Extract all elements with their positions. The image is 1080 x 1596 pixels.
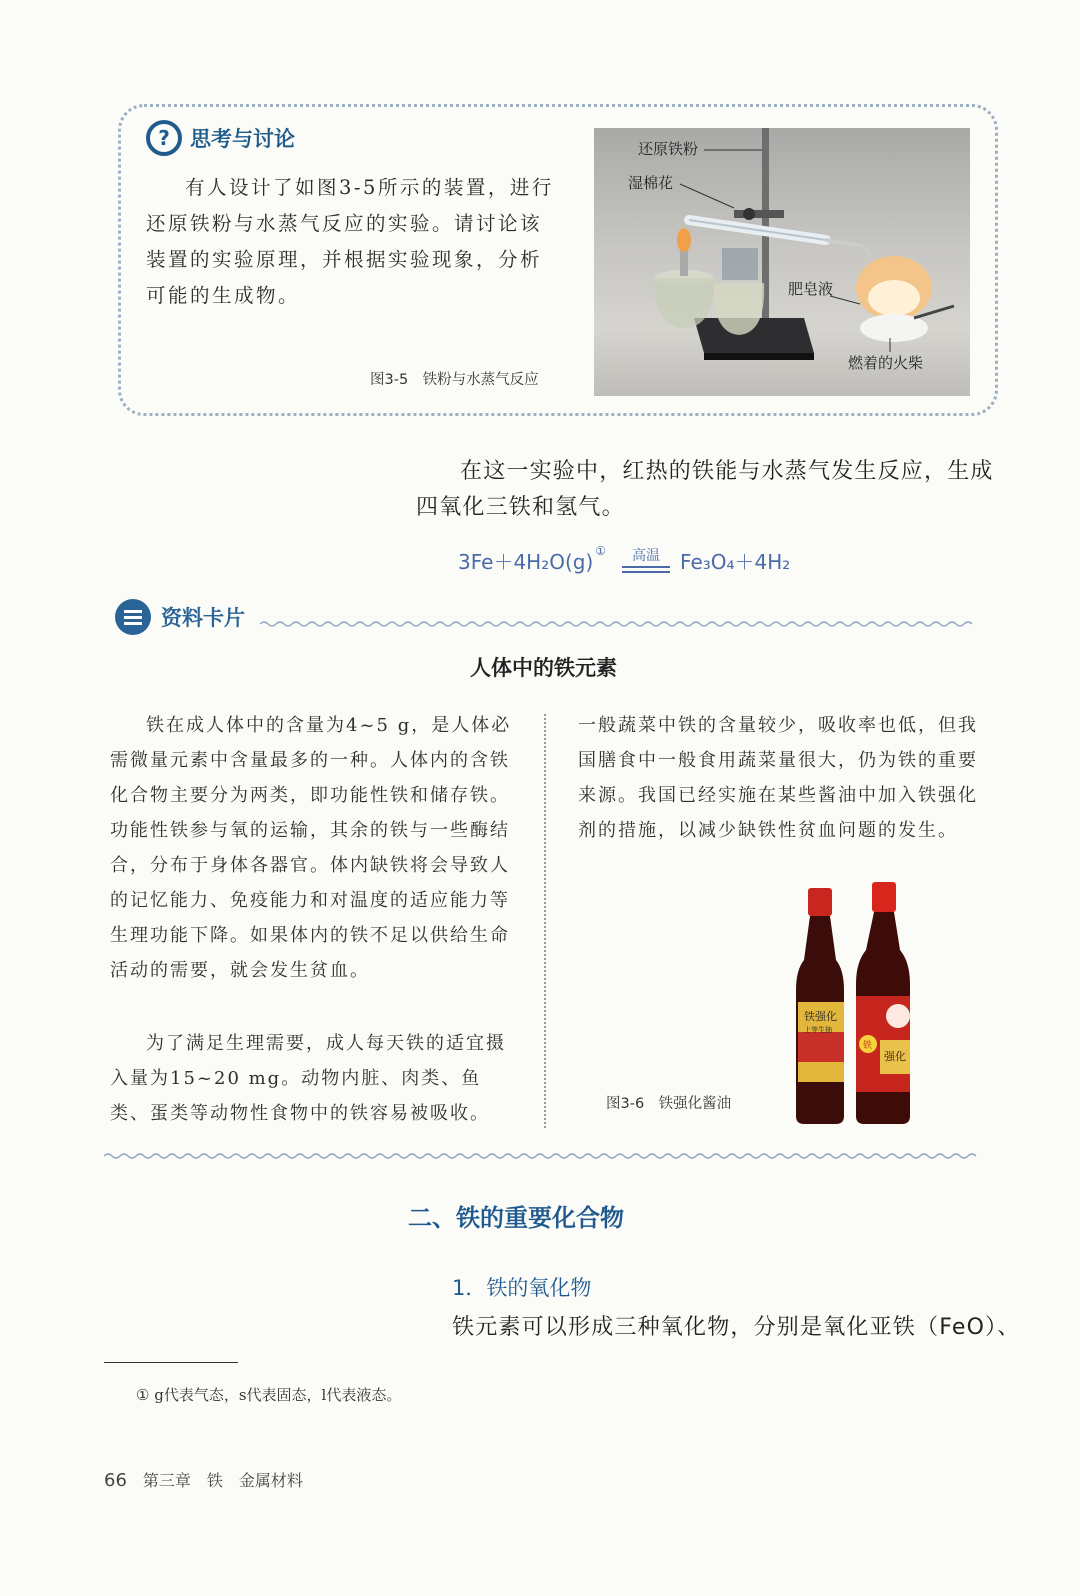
- equation-condition: 高温: [632, 547, 661, 564]
- discussion-text: 有人设计了如图3-5所示的装置，进行还原铁粉与水蒸气反应的实验。请讨论该装置的实验原理，并根据实验现象，分析可能的生成物。: [146, 176, 554, 307]
- subsection-title: 1．铁的氧化物: [452, 1276, 592, 1300]
- bottle-2-label: 强化: [884, 1050, 906, 1063]
- bottle-1-sublabel: 上等生抽: [804, 1026, 832, 1034]
- section-text: 铁元素可以形成三种氧化物，分别是氧化亚铁（FeO）、: [452, 1315, 1021, 1340]
- bottle-2-badge: 铁: [863, 1041, 873, 1051]
- card-bottom-wave-divider: [104, 1152, 978, 1160]
- label-soap-solution: 肥皂液: [788, 280, 834, 298]
- soy-sauce-bottles-illustration: [780, 880, 930, 1126]
- figure-3-5-caption: 图3-5 铁粉与水蒸气反应: [370, 372, 539, 388]
- document-icon: [115, 599, 151, 635]
- question-icon: ?: [146, 120, 182, 156]
- page-number: 66: [104, 1470, 127, 1491]
- discussion-title: 思考与讨论: [190, 127, 295, 151]
- discussion-header: [146, 118, 295, 158]
- main-paragraph-line2: 四氧化三铁和氢气。: [416, 495, 625, 520]
- section-title: 二、铁的重要化合物: [408, 1204, 624, 1232]
- card-left-paragraph-2: 为了满足生理需要，成人每天铁的适宜摄入量为15~20 mg。动物内脏、肉类、鱼类、蛋类等动物性食物中的铁容易被吸收。: [110, 1033, 506, 1124]
- equation-footnote-mark: ①: [595, 544, 607, 558]
- chapter-title: 第三章 铁 金属材料: [142, 1471, 303, 1490]
- column-divider: [544, 714, 546, 1128]
- data-card-title: 资料卡片: [161, 606, 245, 630]
- main-paragraph-line1: 在这一实验中，红热的铁能与水蒸气发生反应，生成: [460, 459, 994, 484]
- experiment-photo: [594, 128, 970, 396]
- chemical-equation: [458, 540, 790, 580]
- label-iron-powder: 还原铁粉: [638, 140, 699, 158]
- data-card-header: [115, 598, 245, 636]
- equation-left: 3Fe＋4H₂O(g): [458, 549, 594, 574]
- data-card-heading: 人体中的铁元素: [470, 656, 617, 680]
- card-right-paragraph: 一般蔬菜中铁的含量较少，吸收率也低，但我国膳食中一般食用蔬菜量很大，仍为铁的重要来源。我国已经实施在某些酱油中加入铁强化剂的措施，以减少缺铁性贫血问题的发生。: [578, 715, 978, 841]
- card-left-paragraph-1: 铁在成人体中的含量为4~5 g，是人体必需微量元素中含量最多的一种。人体内的含铁化合物主要分为两类，即功能性铁和储存铁。功能性铁参与氧的运输，其余的铁与一些酶结合，分布于身体各器官。体内缺铁将会导致人的记忆能力、免疫能力和对温度的适应能力等生理功能下降。如果体内的铁不足以供给生命活动的需要，就会发生贫血。: [110, 715, 512, 981]
- footnote-rule: [104, 1362, 238, 1363]
- label-burning-match: 燃着的火柴: [848, 354, 924, 372]
- figure-3-6-caption: 图3-6 铁强化酱油: [606, 1096, 732, 1112]
- equation-right: Fe₃O₄＋4H₂: [680, 549, 791, 574]
- label-wet-cotton: 湿棉花: [628, 174, 674, 192]
- bottle-1-label: 铁强化: [804, 1010, 837, 1023]
- footnote: ① g代表气态，s代表固态，l代表液态。: [136, 1386, 402, 1404]
- card-top-wave-divider: [260, 620, 978, 628]
- page-footer: [104, 1468, 303, 1491]
- experiment-apparatus-illustration: [594, 128, 970, 396]
- equation-condition-arrow: [622, 548, 670, 573]
